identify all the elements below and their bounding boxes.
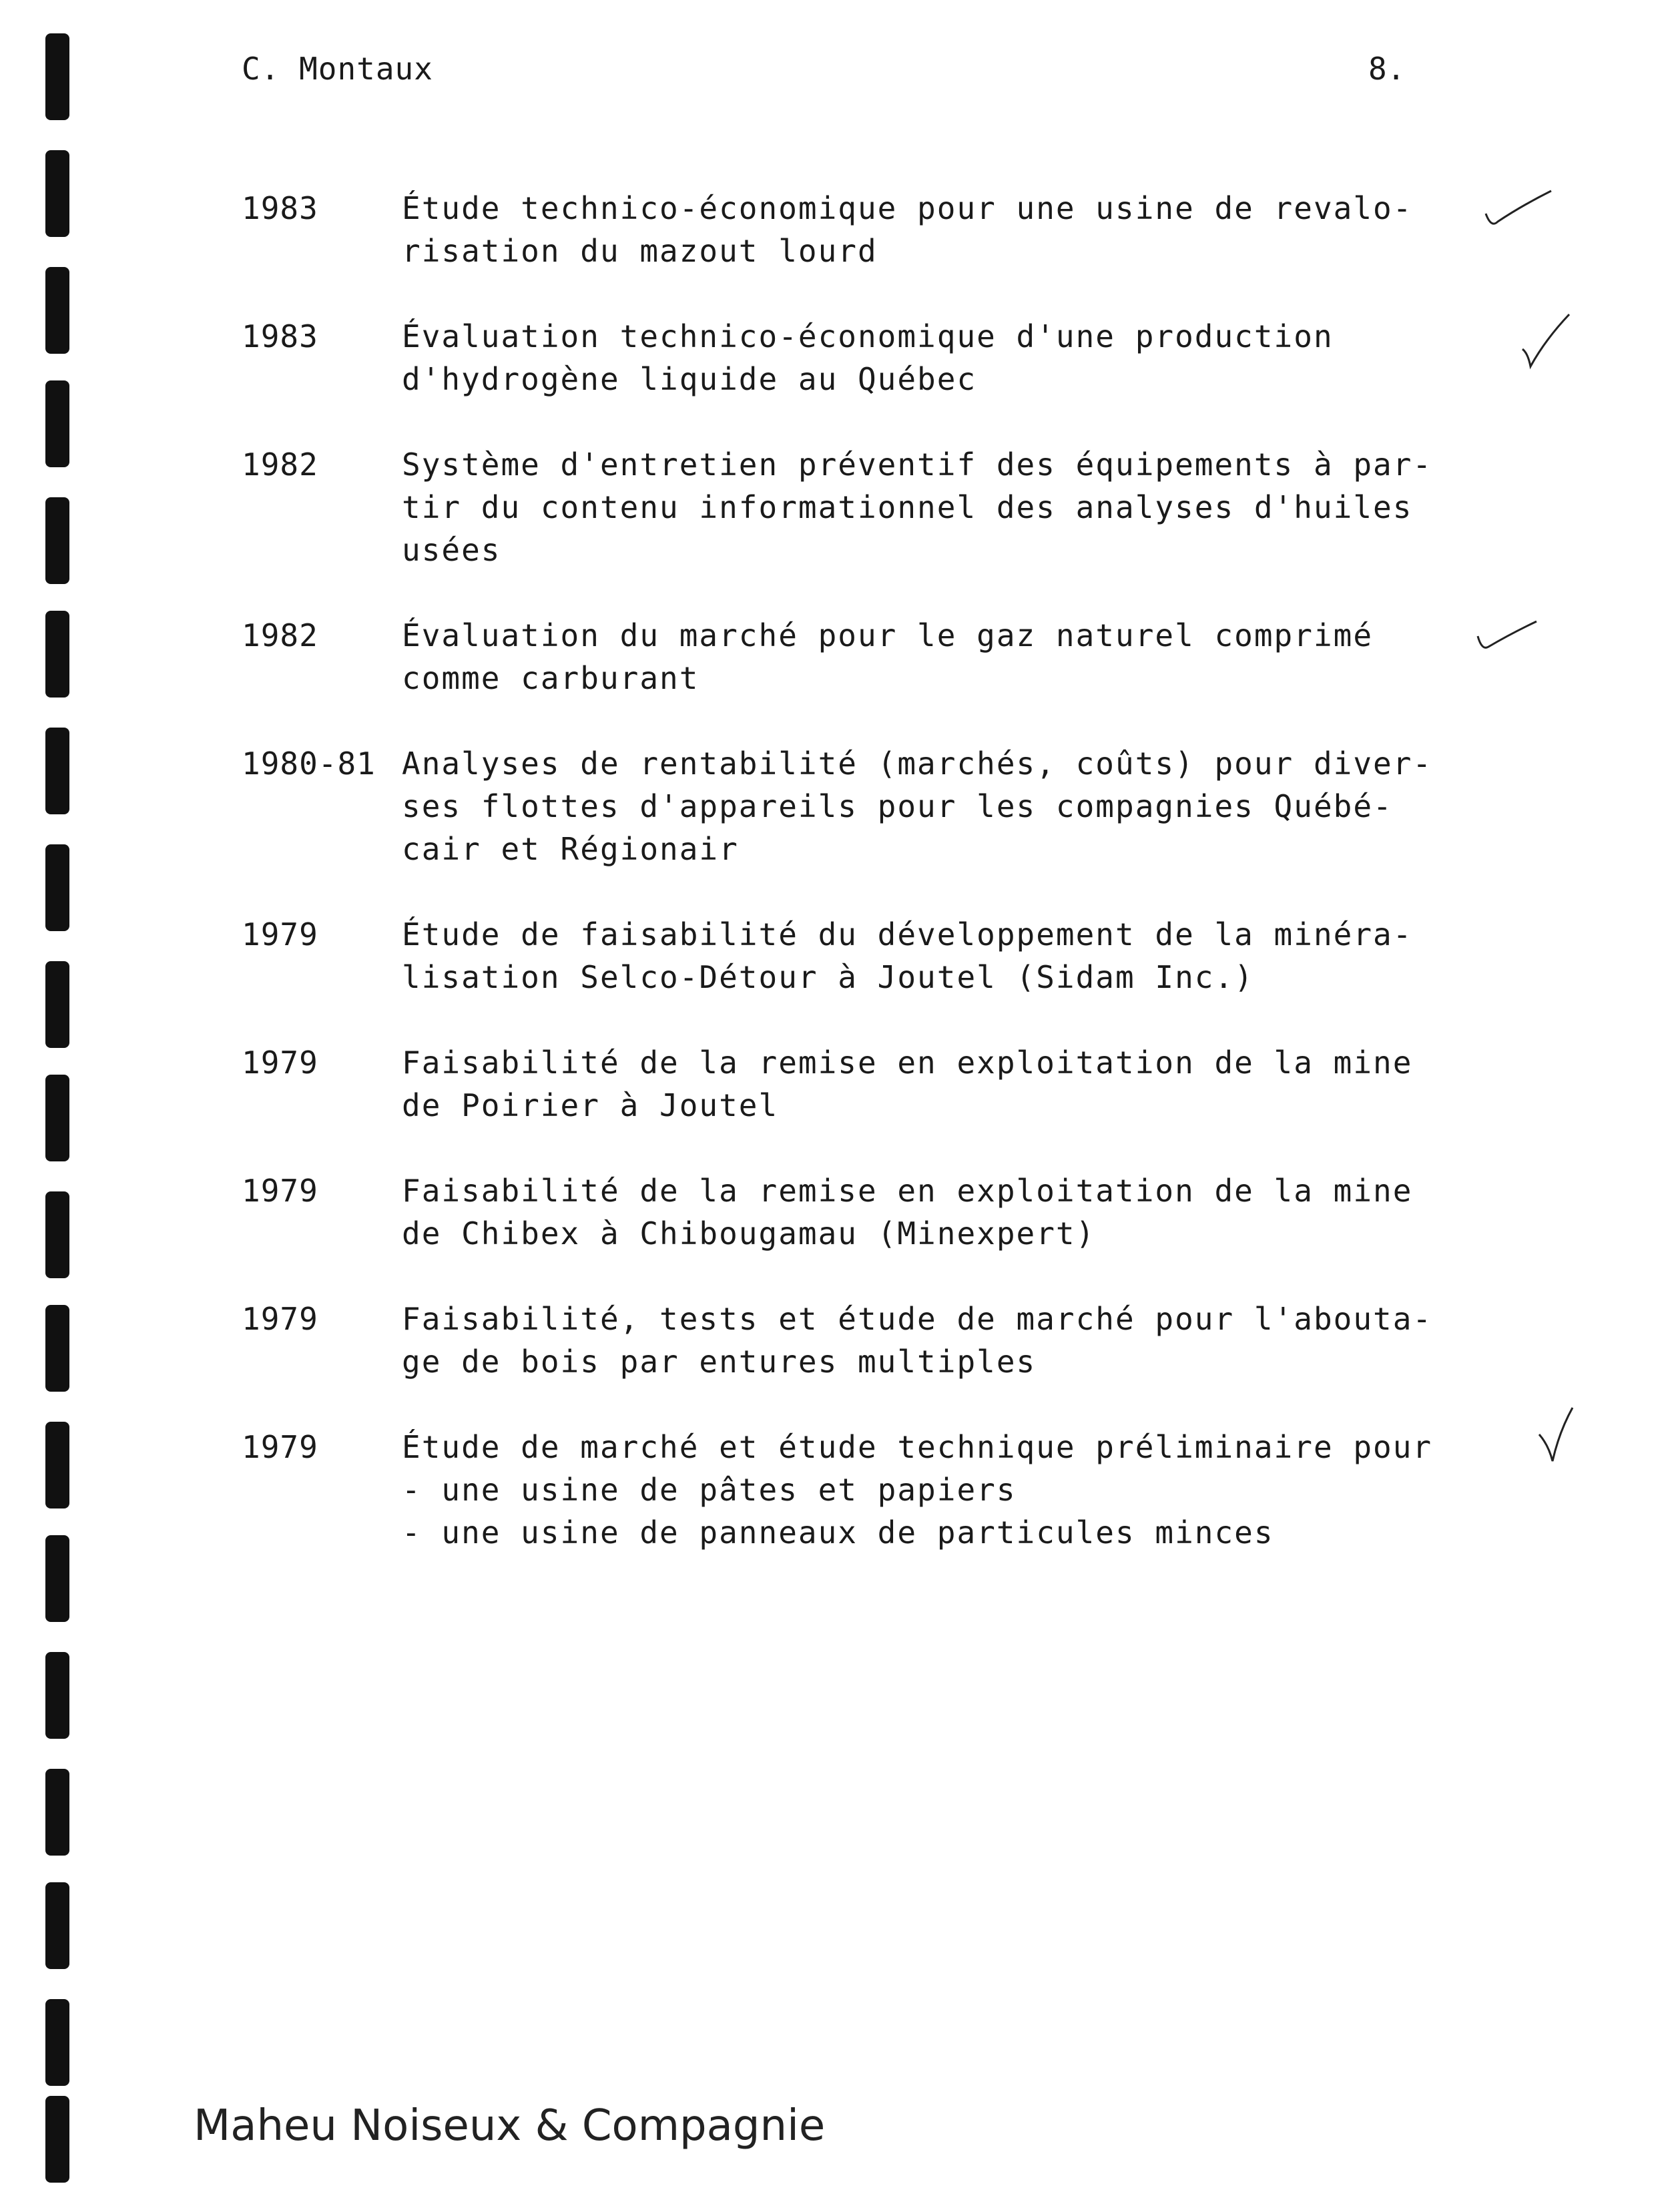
binding-hole-icon [45, 1769, 69, 1856]
entry-year: 1979 [242, 1429, 318, 1465]
entry-year: 1979 [242, 1173, 318, 1209]
checkmark-icon [1474, 617, 1541, 657]
checkmark-icon [1518, 310, 1572, 370]
entry-description: Évaluation technico-économique d'une production d'hydrogène liquide au Québec [402, 318, 1334, 397]
binding-hole-icon [45, 844, 69, 931]
binding-hole-icon [45, 1999, 69, 2086]
binding-hole-icon [45, 961, 69, 1048]
list-item [242, 1169, 1456, 1255]
entry-year: 1979 [242, 1301, 318, 1337]
binding-hole-icon [45, 728, 69, 814]
binding-hole-icon [45, 1075, 69, 1161]
list-item [242, 315, 1456, 400]
list-item [242, 1041, 1456, 1127]
list-item [242, 1298, 1456, 1383]
entry-description: Faisabilité, tests et étude de marché pour l'abouta- ge de bois par entures multiples [402, 1301, 1433, 1380]
list-item [242, 443, 1456, 571]
list-item [242, 742, 1456, 870]
binding-hole-icon [45, 150, 69, 237]
binding-hole-icon [45, 611, 69, 698]
binding-hole-icon [45, 1422, 69, 1508]
list-item [242, 187, 1456, 272]
list-item [242, 614, 1456, 700]
binding-hole-icon [45, 1305, 69, 1392]
header-author-name: C. Montaux [242, 51, 433, 87]
entry-year: 1982 [242, 447, 318, 483]
entry-year: 1983 [242, 318, 318, 354]
list-item [242, 913, 1456, 999]
entry-year: 1979 [242, 916, 318, 952]
entry-description: Faisabilité de la remise en exploitation de la mine de Poirier à Joutel [402, 1045, 1413, 1123]
binding-hole-icon [45, 2096, 69, 2183]
entry-year: 1982 [242, 617, 318, 653]
entry-description: Évaluation du marché pour le gaz naturel comprimé comme carburant [402, 617, 1374, 696]
binding-hole-icon [45, 380, 69, 467]
checkmark-icon [1535, 1405, 1582, 1465]
entry-description: Analyses de rentabilité (marchés, coûts) pour diver- ses flottes d'appareils pour les compagnies Québé- cair et Régionair [402, 746, 1433, 867]
checkmark-icon [1482, 187, 1555, 234]
entry-year: 1983 [242, 190, 318, 226]
binding-hole-icon [45, 1652, 69, 1739]
entry-year: 1979 [242, 1045, 318, 1081]
binding-strip [39, 0, 79, 2200]
entry-description: Étude de faisabilité du développement de la minéra- lisation Selco-Détour à Joutel (Sidam Inc.) [402, 916, 1413, 995]
binding-hole-icon [45, 1535, 69, 1622]
binding-hole-icon [45, 1882, 69, 1969]
binding-hole-icon [45, 1191, 69, 1278]
entry-description: Étude technico-économique pour une usine de revalo- risation du mazout lourd [402, 190, 1413, 269]
entry-description: Faisabilité de la remise en exploitation de la mine de Chibex à Chibougamau (Minexpert) [402, 1173, 1413, 1252]
entry-description: Système d'entretien préventif des équipements à par- tir du contenu informationnel des analyses d'huiles usées [402, 447, 1433, 568]
binding-hole-icon [45, 497, 69, 584]
entry-year: 1980-81 [242, 746, 376, 782]
firm-name: Maheu Noiseux & Compagnie [194, 2101, 826, 2151]
list-item [242, 1426, 1456, 1554]
entry-description: Étude de marché et étude technique préliminaire pour - une usine de pâtes et papiers - une usine de panneaux de particules minces [402, 1429, 1433, 1551]
project-list [242, 187, 1456, 1597]
binding-hole-icon [45, 33, 69, 120]
binding-hole-icon [45, 267, 69, 354]
page-number: 8. [1368, 51, 1406, 87]
